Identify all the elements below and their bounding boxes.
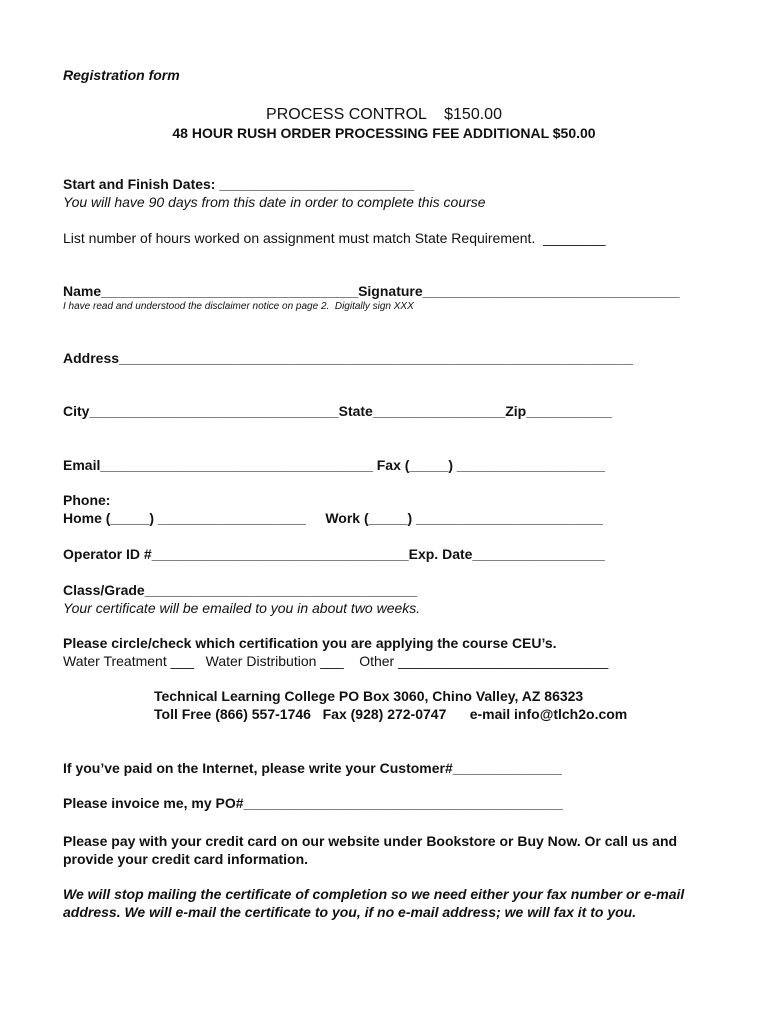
dates-note: You will have 90 days from this date in order to complete this course bbox=[63, 194, 486, 210]
start-finish-dates-field[interactable]: Start and Finish Dates: _________________________ bbox=[63, 176, 415, 192]
form-heading: Registration form bbox=[63, 67, 180, 83]
operator-id-field[interactable]: Operator ID #_________________________________Exp. Date_________________ bbox=[63, 546, 605, 562]
name-signature-field[interactable]: Name_________________________________Signature_________________________________ bbox=[63, 283, 680, 299]
rush-fee-subtitle: 48 HOUR RUSH ORDER PROCESSING FEE ADDITIONAL $50.00 bbox=[172, 125, 596, 141]
city-state-zip-field[interactable]: City________________________________State_________________Zip___________ bbox=[63, 403, 612, 419]
disclaimer-note: I have read and understood the disclaimer notice on page 2. Digitally sign XXX bbox=[63, 301, 414, 312]
certificate-email-note: Your certificate will be emailed to you in about two weeks. bbox=[63, 600, 421, 616]
class-grade-field[interactable]: Class/Grade___________________________________ bbox=[63, 582, 418, 598]
hours-worked-field[interactable]: List number of hours worked on assignment must match State Requirement. ________ bbox=[63, 230, 606, 246]
credit-card-instructions: Please pay with your credit card on our website under Bookstore or Buy Now. Or call us and provide your credit card information. bbox=[63, 833, 678, 867]
college-contact: Toll Free (866) 557-1746 Fax (928) 272-0747 e-mail info@tlch2o.com bbox=[154, 706, 628, 722]
address-field[interactable]: Address__________________________________________________________________ bbox=[63, 350, 633, 366]
phone-label: Phone: bbox=[63, 492, 111, 508]
email-fax-field[interactable]: Email___________________________________ Fax (_____) ___________________ bbox=[63, 457, 605, 473]
course-title: PROCESS CONTROL $150.00 bbox=[266, 106, 502, 123]
home-work-phone-field[interactable]: Home (_____) ___________________ Work (_____) ________________________ bbox=[63, 510, 603, 526]
certification-options[interactable]: Water Treatment ___ Water Distribution ___ Other ___________________________ bbox=[63, 653, 609, 669]
mailing-notice: We will stop mailing the certificate of completion so we need either your fax number or e-mail address. We will e-mail the certificate to you, if no e-mail address; we will fax it to you. bbox=[63, 886, 685, 920]
customer-number-field[interactable]: If you’ve paid on the Internet, please write your Customer#______________ bbox=[63, 760, 562, 776]
college-address: Technical Learning College PO Box 3060, Chino Valley, AZ 86323 bbox=[154, 688, 584, 704]
invoice-po-field[interactable]: Please invoice me, my PO#_________________________________________ bbox=[63, 795, 563, 811]
certification-instruction: Please circle/check which certification you are applying the course CEU’s. bbox=[63, 635, 557, 651]
